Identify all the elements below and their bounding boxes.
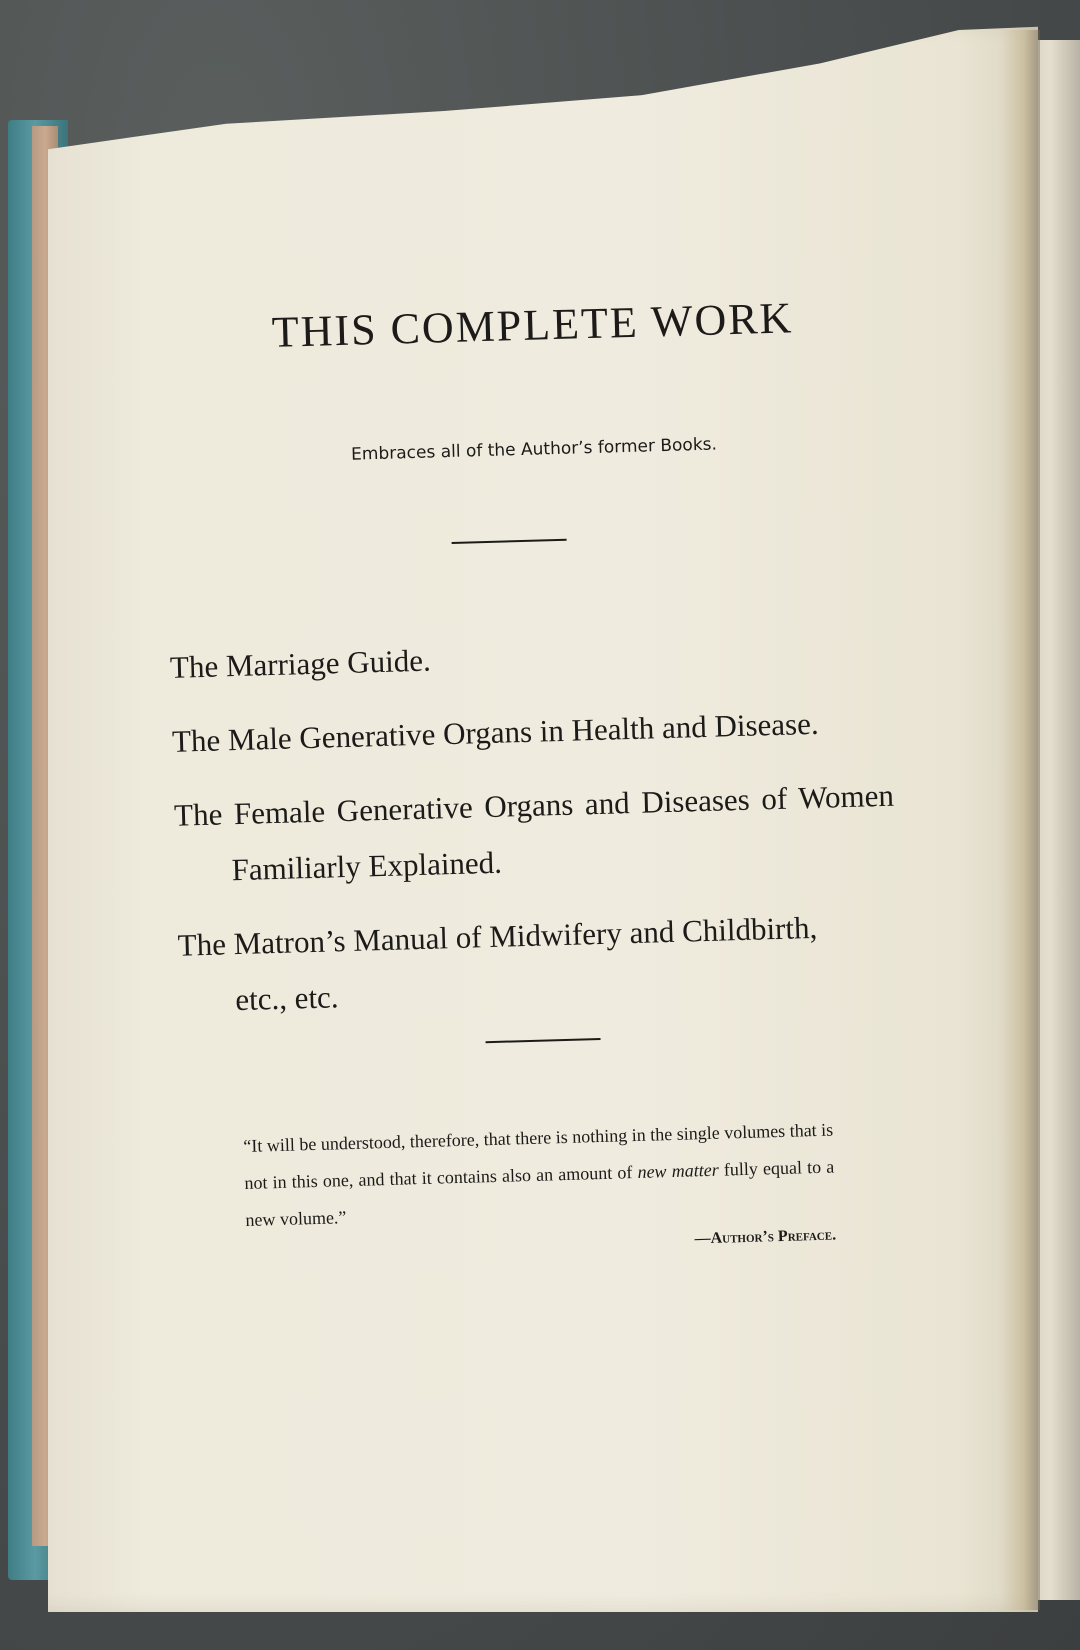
list-item: The Marriage Guide.: [169, 642, 432, 685]
works-list: [169, 620, 900, 1048]
page-subtitle: Embraces all of the Author’s former Books.: [350, 434, 718, 465]
quote-emphasis: new matter: [637, 1159, 719, 1182]
quote-text-end: fully equal to a new volume.”: [245, 1156, 835, 1230]
list-item-etc: etc., etc.: [234, 979, 339, 1018]
preface-quote: [243, 1112, 836, 1239]
gutter-shadow: [1000, 30, 1040, 1610]
quote-text-start: “It will be understood, therefore, that there is nothing in the single volumes that is not in this one, and that it contains also an amount of: [243, 1119, 834, 1193]
list-item: The Male Generative Organs in Health and Disease.: [171, 705, 820, 759]
list-item: The Female Generative Organs and Diseases of Women Familiarly Explained.: [173, 777, 895, 888]
list-item: The Matron’s Manual of Midwifery and Childbirth,: [177, 909, 818, 963]
page-title: THIS COMPLETE WORK: [271, 293, 794, 357]
quote-attribution: —Author’s Preface.: [694, 1226, 837, 1248]
